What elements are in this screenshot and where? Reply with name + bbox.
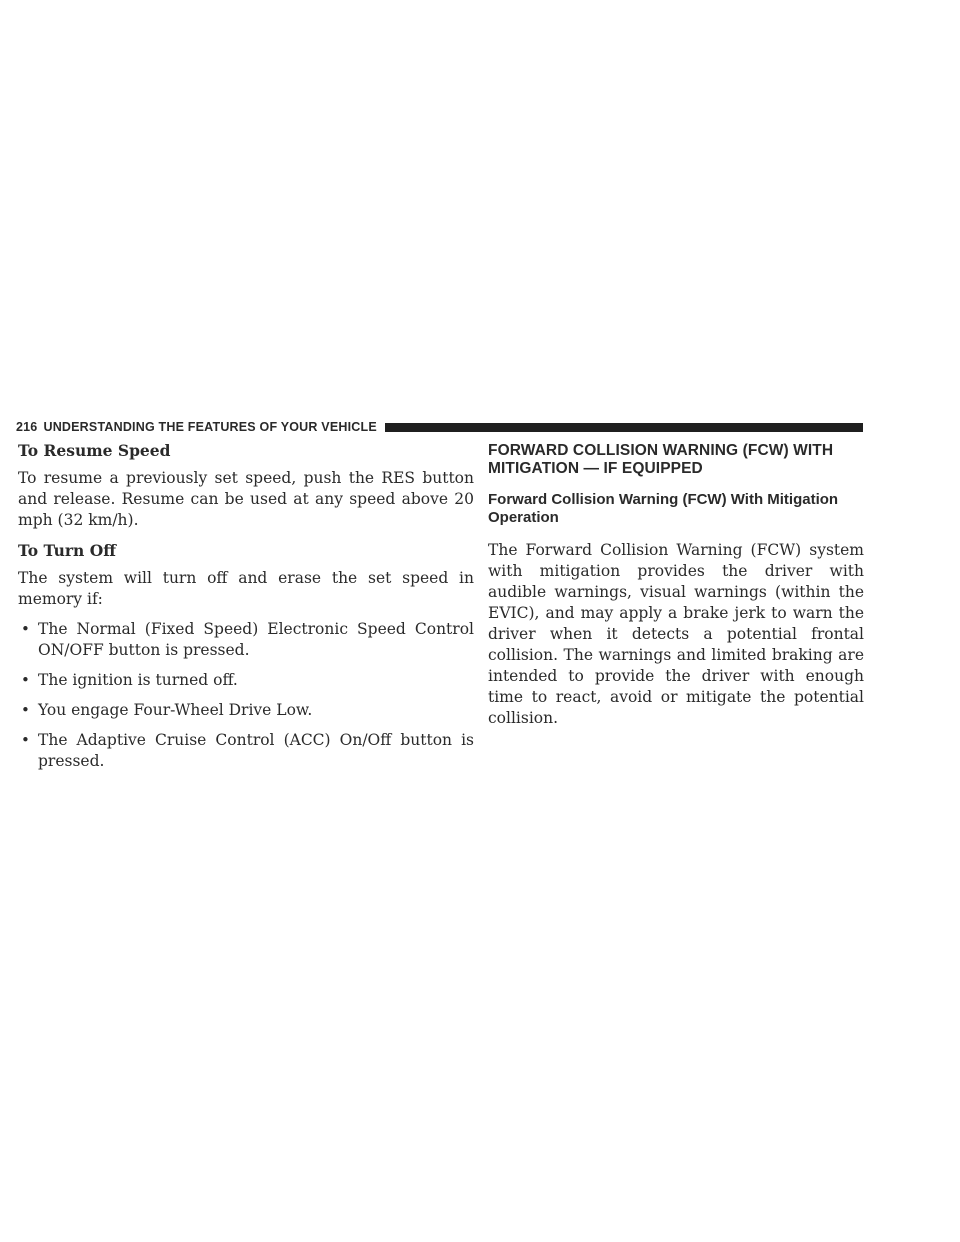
bullet-icon: • [21,671,30,689]
list-item-text: You engage Four-Wheel Drive Low. [38,701,313,719]
right-column [488,442,864,738]
list-item [18,730,474,772]
resume-speed-heading: To Resume Speed [18,441,171,460]
fcw-section-heading: FORWARD COLLISION WARNING (FCW) WITH MITIGATION — IF EQUIPPED [488,442,834,477]
bullet-icon: • [21,620,30,638]
fcw-operation-text: The Forward Collision Warning (FCW) system with mitigation provides the driver with audible warnings, visual warnings (within the EVIC), and may apply a brake jerk to warn the driver when it detects a potential frontal collision. The warnings and limited braking are intended to provide the driver with enough time to react, avoid or mitigate the potential collision. [488,541,864,727]
list-item-text: The ignition is turned off. [38,671,238,689]
turn-off-text: The system will turn off and erase the set speed in memory if: [18,569,474,608]
list-item [18,619,474,661]
list-item-text: The Normal (Fixed Speed) Electronic Speed Control ON/OFF button is pressed. [38,620,474,659]
turn-off-heading: To Turn Off [18,541,116,560]
page-header [16,418,863,436]
header-rule [385,423,863,432]
running-title: UNDERSTANDING THE FEATURES OF YOUR VEHICLE [43,420,377,434]
list-item [18,670,474,691]
page-number: 216 [16,420,38,434]
left-column [18,440,474,781]
list-item-text: The Adaptive Cruise Control (ACC) On/Off button is pressed. [38,731,474,770]
bullet-icon: • [21,701,30,719]
list-item [18,700,474,721]
turn-off-conditions-list [18,619,474,772]
fcw-operation-heading: Forward Collision Warning (FCW) With Mitigation Operation [488,491,839,526]
resume-speed-text: To resume a previously set speed, push the RES button and release. Resume can be used at any speed above 20 mph (32 km/h). [18,469,474,529]
bullet-icon: • [21,731,30,749]
